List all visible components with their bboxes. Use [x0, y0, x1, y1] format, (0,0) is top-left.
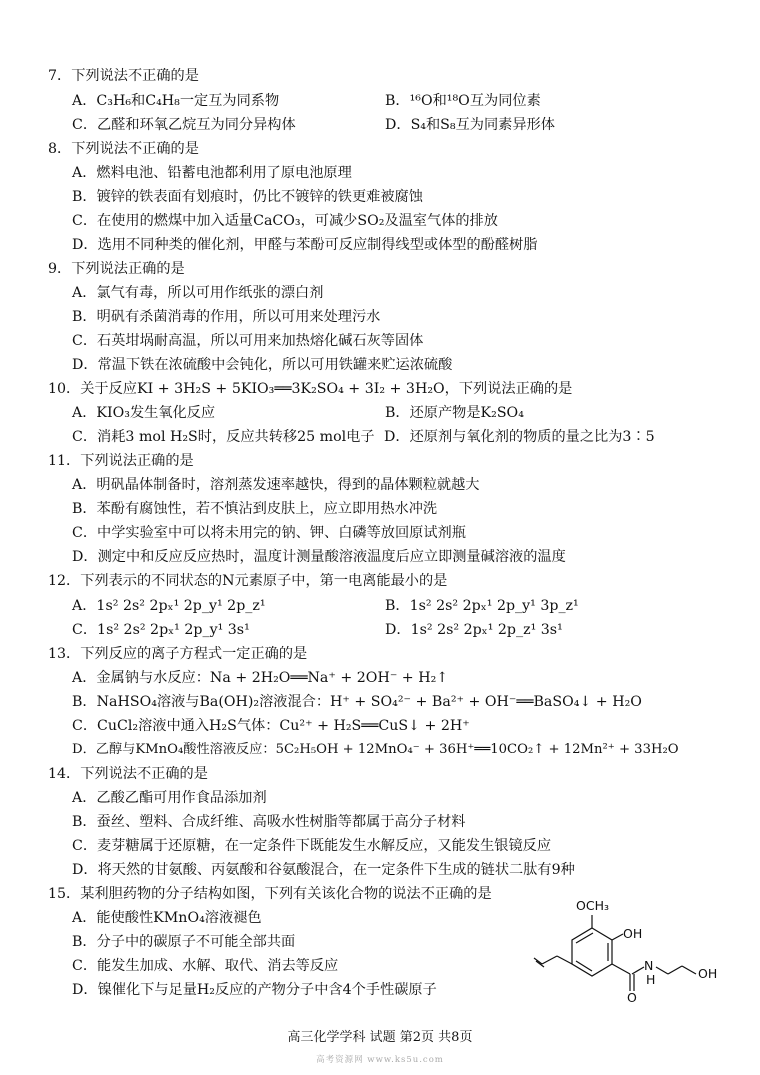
question-13-stem: 13．下列反应的离子方程式一定正确的是 — [48, 646, 308, 662]
amide-n-label: N — [644, 958, 654, 973]
q12-option-a: A．1s² 2s² 2pₓ¹ 2p_y¹ 2p_z¹ — [72, 598, 266, 614]
question-14-stem: 14．下列说法不正确的是 — [48, 766, 208, 782]
q8-option-b: B．镀锌的铁表面有划痕时，仍比不镀锌的铁更难被腐蚀 — [72, 189, 423, 205]
q9-option-a: A．氯气有毒，所以可用作纸张的漂白剂 — [72, 285, 324, 301]
q13-option-a: A．金属钠与水反应：Na + 2H₂O══Na⁺ + 2OH⁻ + H₂↑ — [72, 670, 449, 686]
q8-option-d: D．选用不同种类的催化剂，甲醛与苯酚可反应制得线型或体型的酚醛树脂 — [72, 237, 538, 253]
q8-option-c: C．在使用的燃煤中加入适量CaCO₃，可减少SO₂及温室气体的排放 — [72, 213, 498, 229]
q12-option-d: D．1s² 2s² 2pₓ¹ 2p_z¹ 3s¹ — [385, 622, 563, 638]
q7-option-a: A．C₃H₆和C₄H₈一定互为同系物 — [72, 93, 280, 109]
q15-option-b: B．分子中的碳原子不可能全部共面 — [72, 934, 296, 950]
q13-option-d: D．乙醇与KMnO₄酸性溶液反应：5C₂H₅OH + 12MnO₄⁻ + 36H⁺══10CO₂↑ + 12Mn²⁺ + 33H₂O — [72, 742, 679, 757]
q10-option-d: D．还原剂与氧化剂的物质的量之比为3∶5 — [384, 429, 655, 445]
molecule-bonds — [534, 915, 696, 991]
q15-option-a: A．能使酸性KMnO₄溶液褪色 — [72, 910, 262, 926]
q10-option-b: B．还原产物是K₂SO₄ — [385, 405, 524, 421]
question-9-stem: 9．下列说法正确的是 — [48, 261, 185, 277]
q14-option-d: D．将天然的甘氨酸、丙氨酸和谷氨酸混合，在一定条件下生成的链状二肽有9种 — [72, 862, 575, 878]
molecule-structure — [532, 898, 732, 1004]
q7-option-c: C．乙醛和环氧乙烷互为同分异构体 — [72, 117, 296, 133]
q14-option-a: A．乙酸乙酯可用作食品添加剂 — [72, 790, 267, 806]
question-8-stem: 8．下列说法不正确的是 — [48, 141, 199, 157]
q11-option-c: C．中学实验室中可以将未用完的钠、钾、白磷等放回原试剂瓶 — [72, 525, 466, 541]
q9-option-c: C．石英坩埚耐高温，所以可用来加热熔化碱石灰等固体 — [72, 333, 424, 349]
q15-option-c: C．能发生加成、水解、取代、消去等反应 — [72, 958, 339, 974]
question-12-stem: 12．下列表示的不同状态的N元素原子中，第一电离能最小的是 — [48, 573, 448, 589]
q13-option-c: C．CuCl₂溶液中通入H₂S气体：Cu²⁺ + H₂S══CuS↓ + 2H⁺ — [72, 718, 470, 734]
q7-option-d: D．S₄和S₈互为同素异形体 — [385, 117, 555, 133]
q10-option-c: C．消耗3 mol H₂S时，反应共转移25 mol电子 — [72, 429, 375, 445]
q12-option-b: B．1s² 2s² 2pₓ¹ 2p_y¹ 3p_z¹ — [385, 598, 579, 614]
q15-option-d: D．镍催化下与足量H₂反应的产物分子中含4个手性碳原子 — [72, 982, 437, 998]
methoxy-label: OCH₃ — [576, 898, 609, 913]
q9-option-d: D．常温下铁在浓硫酸中会钝化，所以可用铁罐来贮运浓硫酸 — [72, 357, 453, 373]
q11-option-d: D．测定中和反应反应热时，温度计测量酸溶液温度后应立即测量碱溶液的温度 — [72, 549, 566, 565]
question-10-stem: 10．关于反应KI + 3H₂S + 5KIO₃══3K₂SO₄ + 3I₂ + 3H₂O，下列说法正确的是 — [48, 381, 573, 397]
q12-option-c: C．1s² 2s² 2pₓ¹ 2p_y¹ 3s¹ — [72, 622, 250, 638]
q7-option-b: B．¹⁶O和¹⁸O互为同位素 — [385, 93, 541, 109]
q13-option-b: B．NaHSO₄溶液与Ba(OH)₂溶液混合：H⁺ + SO₄²⁻ + Ba²⁺ + OH⁻══BaSO₄↓ + H₂O — [72, 694, 642, 710]
q14-option-c: C．麦芽糖属于还原糖，在一定条件下既能发生水解反应，又能发生银镜反应 — [72, 838, 552, 854]
question-7-stem: 7．下列说法不正确的是 — [48, 68, 199, 84]
hydroxyl-label: OH — [623, 926, 643, 941]
q14-option-b: B．蚕丝、塑料、合成纤维、高吸水性树脂等都属于高分子材料 — [72, 814, 466, 830]
q11-option-b: B．苯酚有腐蚀性，若不慎沾到皮肤上，应立即用热水冲洗 — [72, 501, 438, 517]
amide-h-label: H — [646, 972, 656, 987]
q8-option-a: A．燃料电池、铅蓄电池都利用了原电池原理 — [72, 165, 352, 181]
q11-option-a: A．明矾晶体制备时，溶剂蒸发速率越快，得到的晶体颗粒就越大 — [72, 477, 480, 493]
q10-option-a: A．KIO₃发生氧化反应 — [72, 405, 216, 421]
q9-option-b: B．明矾有杀菌消毒的作用，所以可用来处理污水 — [72, 309, 381, 325]
carbonyl-o-label: O — [627, 990, 637, 1004]
question-15-stem: 15．某利胆药物的分子结构如图，下列有关该化合物的说法不正确的是 — [48, 886, 492, 902]
terminal-oh-label: OH — [698, 966, 718, 981]
watermark: 高考资源网 www.ks5u.com — [316, 1055, 444, 1065]
question-11-stem: 11．下列说法正确的是 — [48, 453, 194, 469]
page-footer: 高三化学学科 试题 第2页 共8页 — [287, 1030, 473, 1045]
